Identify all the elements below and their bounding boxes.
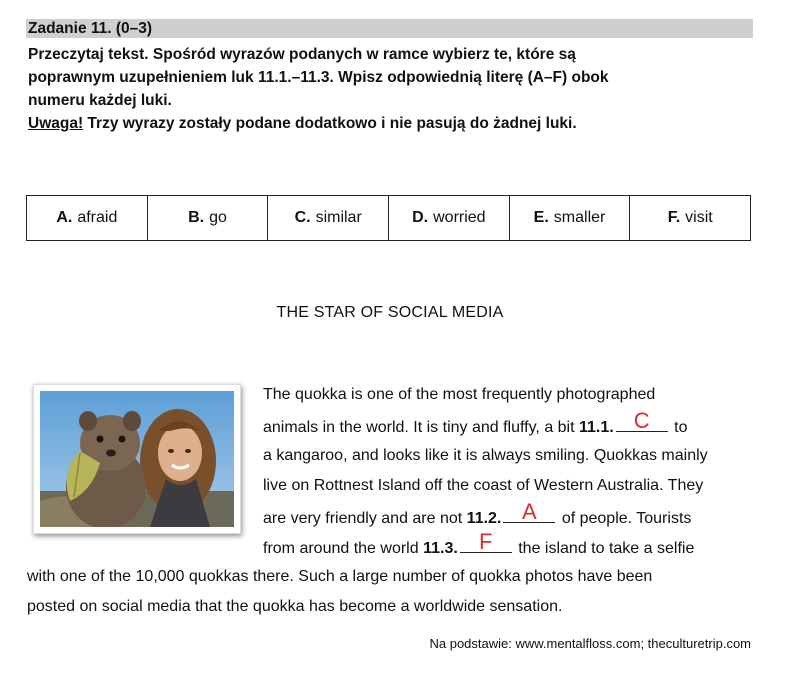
word-option-a (27, 196, 148, 240)
quokka-selfie-photo (33, 384, 241, 534)
gap-label: 11.2. (466, 510, 502, 527)
word-text: smaller (553, 209, 606, 226)
instruction-note (28, 112, 748, 135)
source-citation: Na podstawie: www.mentalfloss.com; theculturetrip.com (429, 636, 751, 651)
word-letter: F. (667, 209, 681, 226)
word-option-d (389, 196, 510, 240)
word-option-f (630, 196, 750, 240)
article-line (263, 499, 692, 529)
word-letter: A. (56, 209, 73, 226)
gap-11-3[interactable] (460, 529, 512, 554)
article-text: of people. Tourists (557, 510, 692, 527)
article-text: the island to take a selfie (513, 540, 695, 557)
instruction-line: Przeczytaj tekst. Spośród wyrazów podanych w ramce wybierz te, które są (28, 46, 576, 63)
gap-label: 11.3. (423, 540, 458, 557)
task-instructions (28, 43, 748, 135)
article-line (263, 529, 695, 559)
word-option-e (510, 196, 631, 240)
instruction-line: poprawnym uzupełnieniem luk 11.1.–11.3. Wpisz odpowiednią literę (A–F) obok (28, 69, 609, 86)
word-text: go (209, 209, 227, 226)
gap-answer: F (479, 529, 493, 554)
word-text: afraid (77, 209, 118, 226)
word-text: worried (433, 209, 486, 226)
article-text: animals in the world. It is tiny and fluffy, a bit (263, 419, 579, 436)
task-title: Zadanie 11. (0–3) (28, 20, 153, 37)
article-text: from around the world (263, 540, 424, 557)
word-option-c (268, 196, 389, 240)
gap-label: 11.1. (579, 419, 614, 436)
word-text: visit (685, 209, 713, 226)
note-label: Uwaga! (28, 115, 84, 132)
article-line: with one of the 10,000 quokkas there. Such a large number of quokka photos have been (27, 568, 653, 585)
article-line: The quokka is one of the most frequently photographed (263, 386, 656, 403)
article-text: to (669, 419, 688, 436)
gap-answer: A (522, 499, 537, 524)
article-line (263, 408, 688, 438)
article-title: THE STAR OF SOCIAL MEDIA (276, 304, 504, 321)
word-letter: B. (188, 209, 205, 226)
word-letter: E. (533, 209, 549, 226)
article-line: live on Rottnest Island off the coast of Western Australia. They (263, 477, 704, 494)
article-line: posted on social media that the quokka has become a worldwide sensation. (27, 598, 563, 615)
word-letter: C. (294, 209, 311, 226)
gap-answer: C (633, 408, 650, 433)
word-box (26, 195, 751, 241)
article-line: a kangaroo, and looks like it is always smiling. Quokkas mainly (263, 447, 708, 464)
instruction-line: numeru każdej luki. (28, 92, 172, 109)
note-text: Trzy wyrazy zostały podane dodatkowo i nie pasują do żadnej luki. (83, 115, 577, 132)
gap-11-1[interactable] (616, 408, 668, 433)
gap-11-2[interactable] (503, 499, 555, 524)
article-text: are very friendly and are not (263, 510, 467, 527)
word-letter: D. (412, 209, 429, 226)
photo-illustration (40, 391, 234, 527)
word-text: similar (315, 209, 362, 226)
word-option-b (148, 196, 269, 240)
